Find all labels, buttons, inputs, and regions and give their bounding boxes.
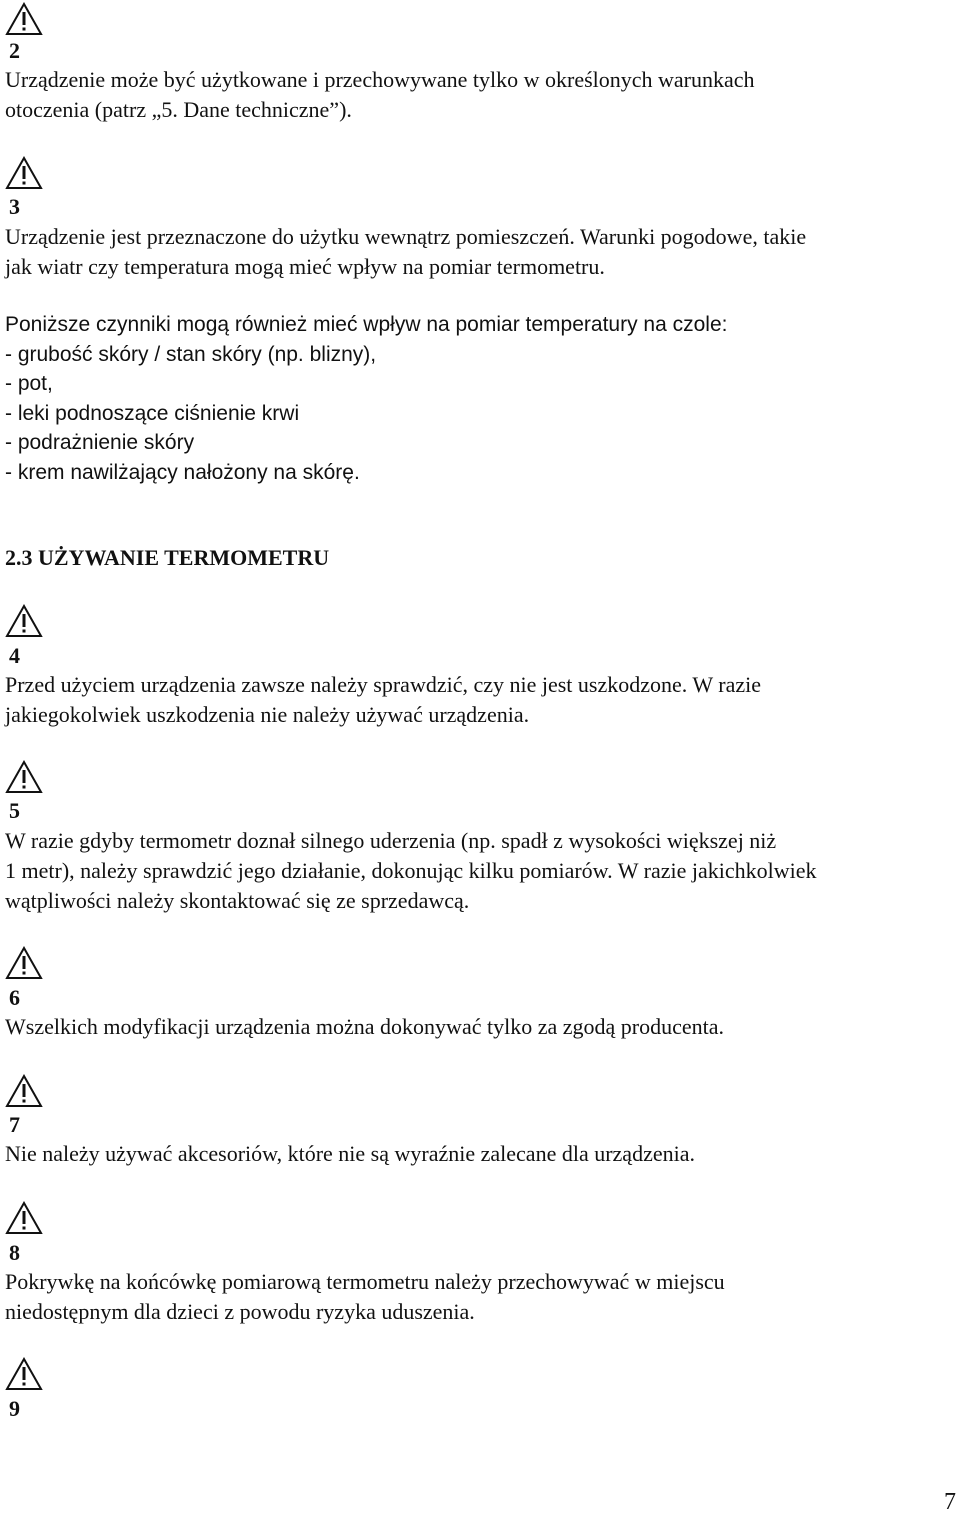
warning-triangle-icon [5, 156, 43, 190]
warning-number: 3 [9, 194, 20, 219]
warning-text: Urządzenie jest przeznaczone do użytku wewnątrz pomieszczeń. Warunki pogodowe, takie jak wiatr czy temperatura mogą mieć wpływ na pomiar termometru. [5, 224, 807, 279]
list-item: - pot, [5, 372, 53, 395]
warning-text: Pokrywkę na końcówkę pomiarową termometru należy przechowywać w miejscu niedostępnym dla dzieci z powodu ryzyka uduszenia. [5, 1269, 725, 1324]
warning-triangle-icon [5, 760, 43, 794]
warning-number: 2 [9, 38, 20, 63]
warning-number: 7 [9, 1112, 20, 1137]
warning-text: W razie gdyby termometr doznał silnego uderzenia (np. spadł z wysokości większej niż 1 metr), należy sprawdzić jego działanie, dokonując kilku pomiarów. W razie jakichkolwiek wątpliwości należy skontaktować się ze sprzedawcą. [5, 828, 817, 913]
section-heading: 2.3 UŻYWANIE TERMOMETRU [5, 545, 330, 570]
warning-number: 4 [9, 643, 20, 668]
warning-triangle-icon [5, 1201, 43, 1235]
warning-text: Nie należy używać akcesoriów, które nie są wyraźnie zalecane dla urządzenia. [5, 1141, 695, 1166]
warning-triangle-icon [5, 2, 43, 36]
factors-intro: Poniższe czynniki mogą również mieć wpływ na pomiar temperatury na czole: [5, 313, 728, 336]
warning-text: Wszelkich modyfikacji urządzenia można dokonywać tylko za zgodą producenta. [5, 1014, 724, 1039]
warning-triangle-icon [5, 1074, 43, 1108]
list-item: - leki podnoszące ciśnienie krwi [5, 401, 300, 425]
page-number: 7 [944, 1489, 956, 1515]
factors-list [5, 310, 950, 487]
warning-number: 5 [9, 798, 20, 823]
warning-triangle-icon [5, 1357, 43, 1391]
list-item: - krem nawilżający nałożony na skórę. [5, 460, 360, 484]
warning-number: 9 [9, 1396, 20, 1421]
warning-number: 6 [9, 985, 20, 1010]
warning-text: Przed użyciem urządzenia zawsze należy sprawdzić, czy nie jest uszkodzone. W razie jakiegokolwiek uszkodzenia nie należy używać urządzenia. [5, 672, 761, 727]
warning-text: Urządzenie może być użytkowane i przechowywane tylko w określonych warunkach otoczenia (patrz „5. Dane techniczne”). [5, 67, 755, 122]
warning-triangle-icon [5, 946, 43, 980]
warning-triangle-icon [5, 604, 43, 638]
list-item: - grubość skóry / stan skóry (np. blizny), [5, 342, 377, 366]
list-item: - podrażnienie skóry [5, 431, 195, 454]
warning-number: 8 [9, 1240, 20, 1265]
